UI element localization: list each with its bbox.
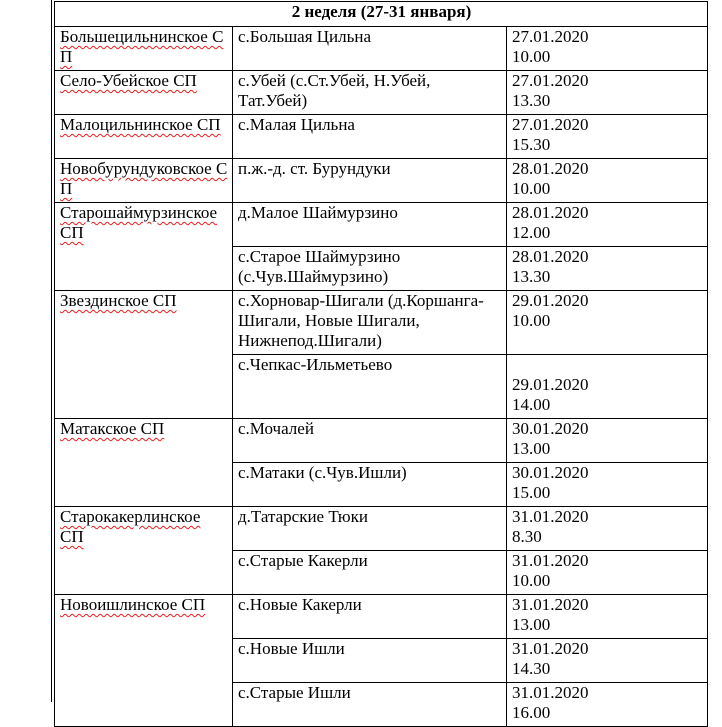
date: 27.01.2020: [512, 27, 589, 46]
datetime-cell: [507, 355, 708, 419]
place-name: с.Старые Ишли: [238, 683, 351, 702]
place-cell: [233, 159, 507, 203]
table-row: [55, 595, 708, 639]
datetime-cell: [507, 203, 708, 247]
place-name: д.Татарские Тюки: [238, 507, 368, 526]
place-cell: [233, 639, 507, 683]
place-name: с.Матаки (с.Чув.Ишли): [238, 463, 407, 482]
place-cell: [233, 247, 507, 291]
settlement-cell: [55, 419, 233, 507]
time: 15.30: [512, 135, 551, 154]
table-row: [55, 507, 708, 551]
date: 27.01.2020: [512, 115, 589, 134]
settlement-name: Новоишлинское СП: [60, 595, 206, 614]
table-row: [55, 291, 708, 355]
datetime-cell: [507, 419, 708, 463]
date: 29.01.2020: [512, 291, 589, 310]
settlement-name: Старошаймурзинское СП: [60, 203, 218, 242]
time: 13.30: [512, 91, 551, 110]
table-row: [55, 71, 708, 115]
date: 31.01.2020: [512, 507, 589, 526]
place-cell: [233, 551, 507, 595]
time: 13.30: [512, 267, 551, 286]
time: 14.00: [512, 395, 551, 414]
time: 13.00: [512, 615, 551, 634]
place-name: с.Большая Цильна: [238, 27, 372, 46]
place-cell: [233, 27, 507, 71]
date: 31.01.2020: [512, 551, 589, 570]
settlement-cell: [55, 595, 233, 727]
settlement-name: Матакское СП: [60, 419, 165, 438]
date: 28.01.2020: [512, 159, 589, 178]
time: 10.00: [512, 571, 551, 590]
place-cell: [233, 115, 507, 159]
place-name: д.Малое Шаймурзино: [238, 203, 398, 222]
date: 31.01.2020: [512, 595, 589, 614]
datetime-cell: [507, 595, 708, 639]
date: 27.01.2020: [512, 71, 589, 90]
date: 31.01.2020: [512, 639, 589, 658]
time: 10.00: [512, 47, 551, 66]
settlement-name: Новобурундуковское СП: [60, 159, 228, 198]
settlement-cell: [55, 507, 233, 595]
time: 10.00: [512, 311, 551, 330]
settlement-name: Звездинское СП: [60, 291, 177, 310]
datetime-cell: [507, 115, 708, 159]
place-cell: [233, 71, 507, 115]
date: 29.01.2020: [512, 375, 589, 394]
place-name: с.Новые Ишли: [238, 639, 345, 658]
place-cell: [233, 355, 507, 419]
settlement-name: Село-Убейское СП: [60, 71, 197, 90]
left-page-border: [51, 0, 52, 702]
place-name: с.Хорновар-Шигали (д.Коршанга-Шигали, Новые Шигали, Нижнепод.Шигали): [238, 291, 484, 350]
place-cell: [233, 203, 507, 247]
table-row: [55, 203, 708, 247]
place-name: с.Старые Какерли: [238, 551, 368, 570]
place-name: с.Новые Какерли: [238, 595, 362, 614]
header-row: [55, 2, 708, 27]
table-row: [55, 419, 708, 463]
place-name: с.Малая Цильна: [238, 115, 355, 134]
settlement-cell: [55, 159, 233, 203]
settlement-cell: [55, 115, 233, 159]
date: 30.01.2020: [512, 463, 589, 482]
place-cell: [233, 507, 507, 551]
table-row: [55, 159, 708, 203]
datetime-cell: [507, 27, 708, 71]
place-cell: [233, 291, 507, 355]
datetime-cell: [507, 291, 708, 355]
table-row: [55, 115, 708, 159]
datetime-cell: [507, 507, 708, 551]
settlement-cell: [55, 291, 233, 419]
date: 31.01.2020: [512, 683, 589, 702]
settlement-name: Малоцильнинское СП: [60, 115, 221, 134]
settlement-name: Большецильнинское СП: [60, 27, 224, 66]
time: 13.00: [512, 439, 551, 458]
table-row: [55, 27, 708, 71]
place-cell: [233, 419, 507, 463]
datetime-cell: [507, 247, 708, 291]
week-header: 2 неделя (27-31 января): [55, 2, 708, 27]
date: 28.01.2020: [512, 247, 589, 266]
datetime-cell: [507, 639, 708, 683]
datetime-cell: [507, 463, 708, 507]
settlement-name: Старокакерлинское СП: [60, 507, 201, 546]
datetime-cell: [507, 551, 708, 595]
place-name: с.Чепкас-Ильметьево: [238, 355, 393, 374]
date: 28.01.2020: [512, 203, 589, 222]
datetime-cell: [507, 159, 708, 203]
datetime-cell: [507, 683, 708, 727]
settlement-cell: [55, 71, 233, 115]
time: 16.00: [512, 703, 551, 722]
schedule-table: [54, 1, 708, 727]
settlement-cell: [55, 27, 233, 71]
time: 15.00: [512, 483, 551, 502]
place-name: с.Мочалей: [238, 419, 314, 438]
place-cell: [233, 463, 507, 507]
time: 10.00: [512, 179, 551, 198]
time: 8.30: [512, 527, 542, 546]
date: 30.01.2020: [512, 419, 589, 438]
settlement-cell: [55, 203, 233, 291]
place-cell: [233, 595, 507, 639]
place-name: с.Убей (с.Ст.Убей, Н.Убей, Тат.Убей): [238, 71, 431, 110]
place-name: п.ж.-д. ст. Бурундуки: [238, 159, 391, 178]
place-cell: [233, 683, 507, 727]
datetime-cell: [507, 71, 708, 115]
time: 12.00: [512, 223, 551, 242]
time: 14.30: [512, 659, 551, 678]
place-name: с.Старое Шаймурзино (с.Чув.Шаймурзино): [238, 247, 401, 286]
